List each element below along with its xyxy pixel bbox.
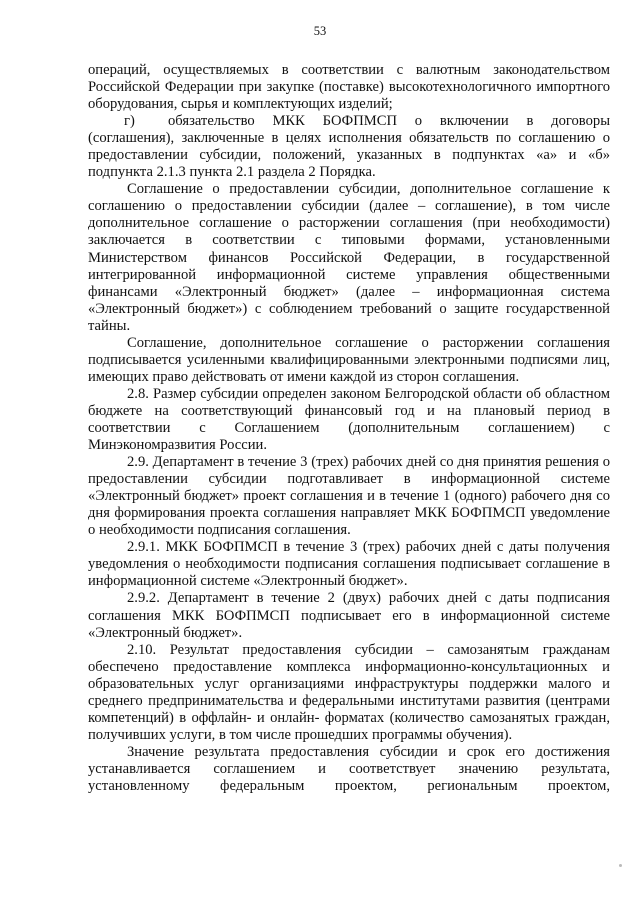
paragraph-2-10: 2.10. Результат предоставления субсидии – самозанятым гражданам обеспечено предоставление комплекса информационно-консультационных и образовательных услуг организациями инфраструктуры поддержки малого и среднего предпринимательства и федеральными институтами развития (центрами компетенций) в оффлайн- и онлайн- форматах (количество самозанятых граждан, получивших услуги, в том числе прошедших программы обучения). bbox=[88, 641, 610, 743]
paragraph-subitem-g bbox=[88, 113, 610, 181]
page-number: 53 bbox=[313, 24, 327, 38]
paragraph-continuation: операций, осуществляемых в соответствии с валютным законодательством Российской Федерации при закупке (поставке) высокотехнологичного импортного оборудования, сырья и комплектующих изделий; bbox=[88, 62, 610, 113]
paragraph-2-9-2: 2.9.2. Департамент в течение 2 (двух) рабочих дней с даты подписания соглашения МКК БОФПМСП подписывает его в информационной системе «Электронный бюджет». bbox=[88, 590, 610, 641]
subitem-text: обязательство МКК БОФПМСП о включении в договоры (соглашения), заключенные в целях исполнения обязательств по соглашению о предоставлении субсидии, положений, указанных в подпунктах «а» и «б» подпункта 2.1.3 пункта 2.1 раздела 2 Порядка. bbox=[88, 113, 610, 181]
subitem-letter: г) bbox=[124, 113, 135, 130]
paragraph-2-9-1: 2.9.1. МКК БОФПМСП в течение 3 (трех) рабочих дней с даты получения уведомления о необходимости подписания соглашения подписывает соглашение в информационной системе «Электронный бюджет». bbox=[88, 539, 610, 590]
paragraph-result-value: Значение результата предоставления субсидии и срок его достижения устанавливается соглашением и соответствует значению результата, установленному федеральным проектом, региональным проектом, bbox=[88, 743, 610, 794]
paragraph-2-9: 2.9. Департамент в течение 3 (трех) рабочих дней со дня принятия решения о предоставлении субсидии подготавливает в информационной системе «Электронный бюджет» проект соглашения и в течение 1 (одного) рабочего дня со дня формирования проекта соглашения направляет МКК БОФПМСП уведомление о необходимости подписания соглашения. bbox=[88, 454, 610, 539]
document-body bbox=[88, 62, 610, 795]
paragraph-agreement: Соглашение о предоставлении субсидии, дополнительное соглашение к соглашению о предоставлении субсидии (далее – соглашение), в том числе дополнительное соглашение о расторжении соглашения (при необходимости) заключается в соответствии с типовыми формами, установленными Министерством финансов Российской Федерации, в государственной интегрированной информационной системе управления общественными финансами «Электронный бюджет» (далее – информационная система «Электронный бюджет») с соблюдением требований о защите государственной тайны. bbox=[88, 181, 610, 334]
paragraph-2-8: 2.8. Размер субсидии определен законом Белгородской области об областном бюджете на соответствующий финансовый год и на плановый период в соответствии с Соглашением (дополнительным соглашением) с Минэкономразвития России. bbox=[88, 385, 610, 454]
paragraph-signature: Соглашение, дополнительное соглашение о расторжении соглашения подписывается усиленными квалифицированными электронными подписями лиц, имеющих право действовать от имени каждой из сторон соглашения. bbox=[88, 334, 610, 385]
scan-speck bbox=[619, 864, 622, 867]
